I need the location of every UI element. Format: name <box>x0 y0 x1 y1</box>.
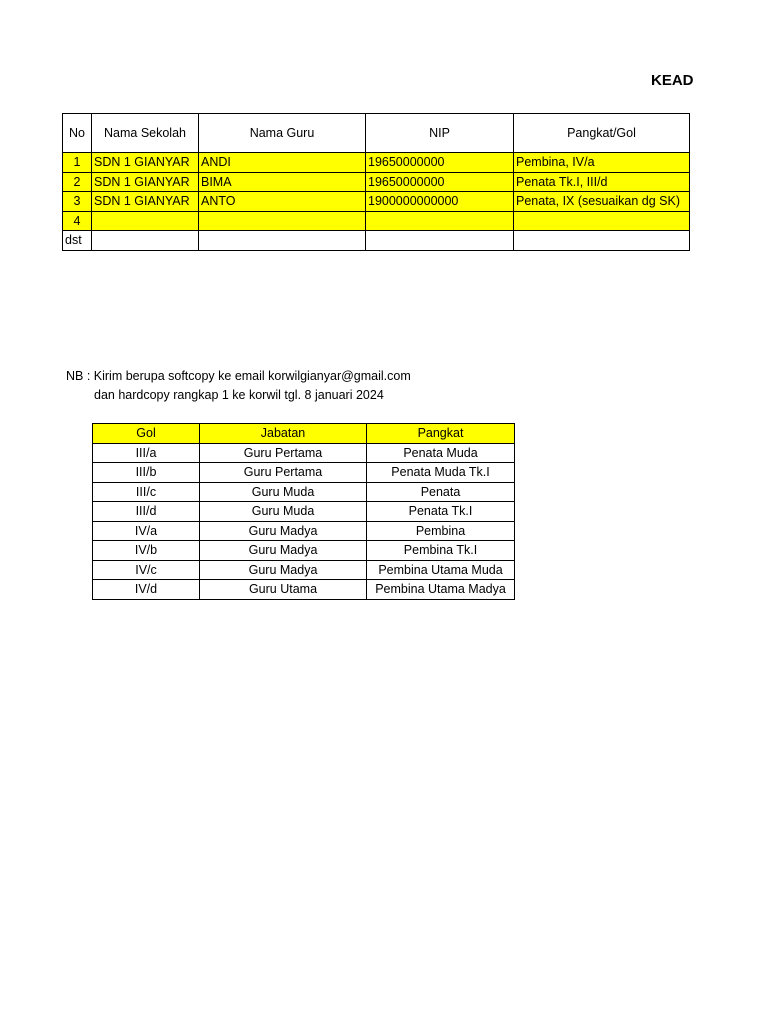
ref-cell-pangkat[interactable]: Pembina Utama Muda <box>367 560 515 580</box>
ref-cell-jabatan[interactable]: Guru Utama <box>200 580 367 600</box>
submission-note <box>66 367 411 405</box>
cell-nip[interactable] <box>366 211 514 231</box>
ref-cell-pangkat[interactable]: Penata <box>367 482 515 502</box>
ref-cell-jabatan[interactable]: Guru Madya <box>200 521 367 541</box>
cell-nama-guru[interactable]: BIMA <box>199 172 366 192</box>
ref-header-gol: Gol <box>93 424 200 444</box>
ref-cell-gol[interactable]: IV/a <box>93 521 200 541</box>
table-row <box>93 521 515 541</box>
table-header-row <box>63 114 690 153</box>
table-row <box>93 580 515 600</box>
cell-empty[interactable] <box>199 231 366 251</box>
cell-pangkat-gol[interactable] <box>514 211 690 231</box>
ref-cell-gol[interactable]: III/d <box>93 502 200 522</box>
ref-cell-gol[interactable]: IV/d <box>93 580 200 600</box>
cell-nama-sekolah[interactable]: SDN 1 GIANYAR <box>92 192 199 212</box>
ref-cell-jabatan[interactable]: Guru Madya <box>200 560 367 580</box>
table-row <box>63 172 690 192</box>
table-row <box>93 482 515 502</box>
cell-nip[interactable]: 19650000000 <box>366 153 514 173</box>
cell-pangkat-gol[interactable]: Penata Tk.I, III/d <box>514 172 690 192</box>
ref-header-row <box>93 424 515 444</box>
table-row <box>93 443 515 463</box>
cell-no[interactable]: 2 <box>63 172 92 192</box>
cell-nip[interactable]: 19650000000 <box>366 172 514 192</box>
header-nip: NIP <box>366 114 514 153</box>
document-title: KEAD <box>651 72 694 89</box>
ref-cell-jabatan[interactable]: Guru Muda <box>200 502 367 522</box>
cell-dst[interactable]: dst <box>63 231 92 251</box>
cell-pangkat-gol[interactable]: Pembina, IV/a <box>514 153 690 173</box>
ref-cell-gol[interactable]: IV/c <box>93 560 200 580</box>
table-row <box>63 211 690 231</box>
cell-empty[interactable] <box>514 231 690 251</box>
rank-reference-table <box>92 423 515 600</box>
cell-nama-sekolah[interactable] <box>92 211 199 231</box>
cell-empty[interactable] <box>92 231 199 251</box>
cell-no[interactable]: 1 <box>63 153 92 173</box>
ref-cell-jabatan[interactable]: Guru Muda <box>200 482 367 502</box>
ref-cell-jabatan[interactable]: Guru Pertama <box>200 443 367 463</box>
ref-cell-pangkat[interactable]: Pembina <box>367 521 515 541</box>
cell-pangkat-gol[interactable]: Penata, IX (sesuaikan dg SK) <box>514 192 690 212</box>
cell-nama-sekolah[interactable]: SDN 1 GIANYAR <box>92 153 199 173</box>
ref-header-jabatan: Jabatan <box>200 424 367 444</box>
cell-nama-sekolah[interactable]: SDN 1 GIANYAR <box>92 172 199 192</box>
table-row <box>63 153 690 173</box>
ref-cell-pangkat[interactable]: Penata Tk.I <box>367 502 515 522</box>
table-row <box>93 560 515 580</box>
note-line-1: NB : Kirim berupa softcopy ke email korwilgianyar@gmail.com <box>66 369 411 383</box>
teacher-data-table <box>62 113 690 251</box>
header-nama-sekolah: Nama Sekolah <box>92 114 199 153</box>
ref-cell-gol[interactable]: III/a <box>93 443 200 463</box>
ref-cell-pangkat[interactable]: Penata Muda <box>367 443 515 463</box>
ref-cell-jabatan[interactable]: Guru Pertama <box>200 463 367 483</box>
cell-no[interactable]: 4 <box>63 211 92 231</box>
table-row <box>93 502 515 522</box>
header-pangkat-gol: Pangkat/Gol <box>514 114 690 153</box>
cell-nama-guru[interactable]: ANTO <box>199 192 366 212</box>
ref-header-pangkat: Pangkat <box>367 424 515 444</box>
header-no: No <box>63 114 92 153</box>
ref-cell-gol[interactable]: IV/b <box>93 541 200 561</box>
ref-cell-gol[interactable]: III/c <box>93 482 200 502</box>
ref-cell-gol[interactable]: III/b <box>93 463 200 483</box>
table-row <box>93 541 515 561</box>
cell-nama-guru[interactable] <box>199 211 366 231</box>
cell-nip[interactable]: 1900000000000 <box>366 192 514 212</box>
ref-cell-pangkat[interactable]: Penata Muda Tk.I <box>367 463 515 483</box>
header-nama-guru: Nama Guru <box>199 114 366 153</box>
table-row <box>93 463 515 483</box>
cell-nama-guru[interactable]: ANDI <box>199 153 366 173</box>
ref-cell-pangkat[interactable]: Pembina Utama Madya <box>367 580 515 600</box>
note-line-2: dan hardcopy rangkap 1 ke korwil tgl. 8 januari 2024 <box>94 388 384 402</box>
cell-no[interactable]: 3 <box>63 192 92 212</box>
table-row <box>63 192 690 212</box>
ref-cell-pangkat[interactable]: Pembina Tk.I <box>367 541 515 561</box>
ref-cell-jabatan[interactable]: Guru Madya <box>200 541 367 561</box>
cell-empty[interactable] <box>366 231 514 251</box>
table-row <box>63 231 690 251</box>
